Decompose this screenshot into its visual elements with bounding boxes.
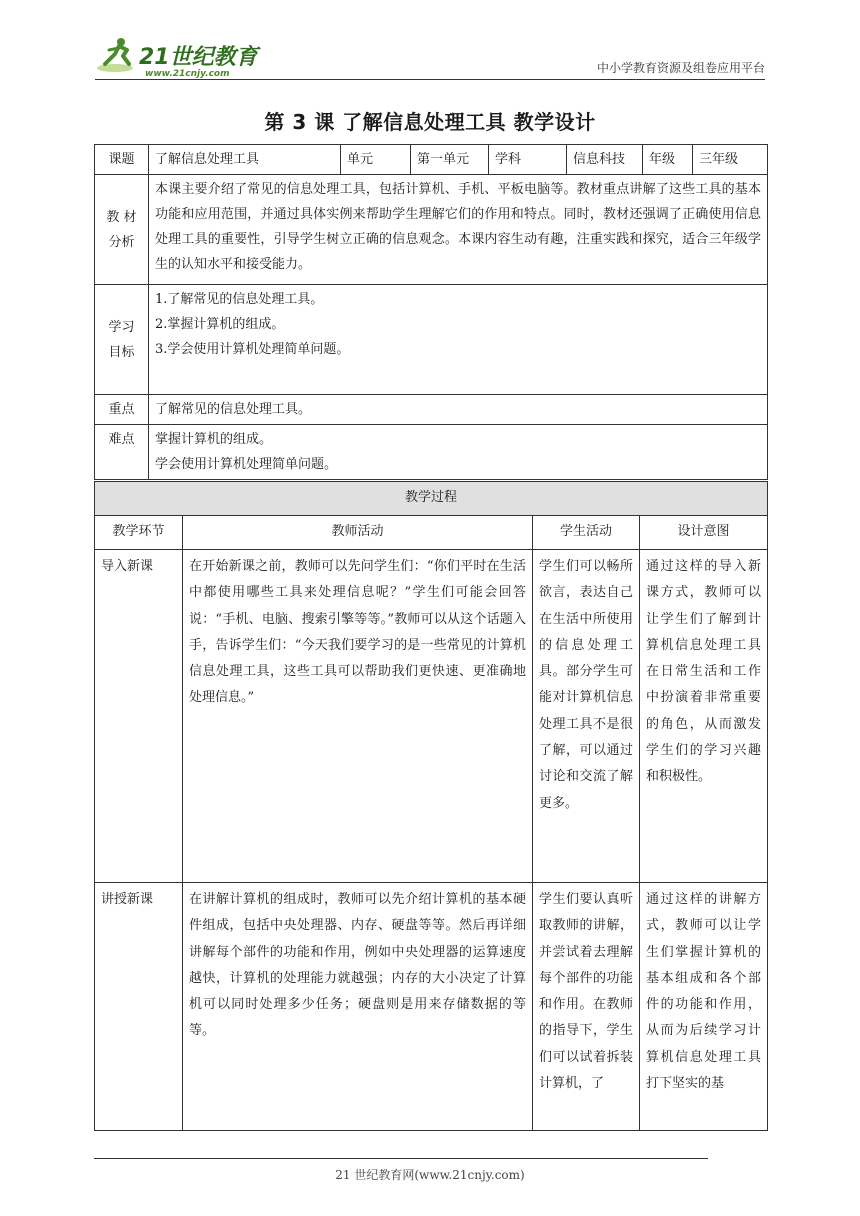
unit-value: 第一单元 [411,145,489,175]
document-title: 第 3 课 了解信息处理工具 教学设计 [264,110,596,134]
process-header-row [95,516,768,550]
stage-cell: 讲授新课 [95,883,183,1131]
goals-label [95,285,149,395]
analysis-text: 本课主要介绍了常见的信息处理工具，包括计算机、手机、平板电脑等。教材重点讲解了这些工具的基本功能和应用范围，并通过具体实例来帮助学生理解它们的作用和特点。同时，教材还强调了正确使用信息处理工具的重要性，引导学生树立正确的信息观念。本课内容生动有趣，注重实践和探究，适合三年级学生的认知水平和接受能力。 [149,175,768,285]
difficulty-item: 学会使用计算机处理简单问题。 [155,457,338,472]
subject-value: 信息科技 [567,145,643,175]
analysis-label-line-2: 分析 [108,234,135,250]
info-row-analysis [95,175,768,285]
design-intent-cell: 通过这样的导入新课方式，教师可以让学生们了解到计算机信息处理工具在日常生活和工作中扮演着非常重要的角色，从而激发学生们的学习兴趣和积极性。 [640,550,768,883]
student-activity-cell: 学生们可以畅所欲言，表达自己在生活中所使用的信息处理工具。部分学生可能对计算机信息处理工具不是很了解，可以通过讨论和交流了解更多。 [533,550,640,883]
difficulty-item: 掌握计算机的组成。 [155,432,273,447]
teacher-activity-cell: 在讲解计算机的组成时，教师可以先介绍计算机的基本硬件组成，包括中央处理器、内存、硬盘等等。然后再详细讲解每个部件的功能和作用，例如中央处理器的运算速度越快，计算机的处理能力就越强；内存的大小决定了计算机可以同时处理多少任务；硬盘则是用来存储数据的等等。 [183,883,533,1131]
logo-21cnjy [95,34,265,78]
header-divider [95,79,765,80]
topic-label: 课题 [95,145,149,175]
goal-item: 2.掌握计算机的组成。 [155,317,285,332]
table-row [95,550,768,883]
col-header-teacher: 教师活动 [183,516,533,550]
col-header-student: 学生活动 [533,516,640,550]
goals-list [149,285,768,395]
info-row-key [95,395,768,425]
col-header-intent: 设计意图 [640,516,768,550]
col-header-stage: 教学环节 [95,516,183,550]
subject-label: 学科 [489,145,567,175]
stage-cell: 导入新课 [95,550,183,883]
difficulty-list [149,425,768,480]
info-row-difficulty [95,425,768,480]
goal-item: 3.学会使用计算机处理简单问题。 [155,342,350,357]
grade-value: 三年级 [693,145,768,175]
topic-value: 了解信息处理工具 [149,145,341,175]
lesson-info-table [94,144,768,480]
key-label: 重点 [95,395,149,425]
difficulty-label: 难点 [95,425,149,480]
teaching-process-table [94,481,768,1131]
header-tagline: 中小学教育资源及组卷应用平台 [596,61,765,75]
analysis-label [95,175,149,285]
svg-text:www.21cnjy.com: www.21cnjy.com [145,69,230,78]
svg-text:21世纪教育: 21世纪教育 [139,45,258,70]
key-text: 了解常见的信息处理工具。 [149,395,768,425]
unit-label: 单元 [341,145,411,175]
goals-label-line-1: 学习 [108,319,135,335]
design-intent-cell: 通过这样的讲解方式，教师可以让学生们掌握计算机的基本组成和各个部件的功能和作用，从而为后续学习计算机信息处理工具打下坚实的基 [640,883,768,1131]
footer-divider [94,1158,708,1159]
table-row [95,883,768,1131]
teacher-activity-cell: 在开始新课之前，教师可以先问学生们：“你们平时在生活中都使用哪些工具来处理信息呢？”学生们可能会回答说：“手机、电脑、搜索引擎等等。”教师可以从这个话题入手，告诉学生们：“今天我们要学习的是一些常见的计算机信息处理工具，这些工具可以帮助我们更快速、更准确地处理信息。” [183,550,533,883]
info-row-topic [95,145,768,175]
analysis-label-line-1: 教 材 [106,209,137,225]
grade-label: 年级 [643,145,693,175]
info-row-goals [95,285,768,395]
process-title-row [95,482,768,516]
goal-item: 1.了解常见的信息处理工具。 [155,292,324,307]
student-activity-cell: 学生们要认真听取教师的讲解，并尝试着去理解每个部件的功能和作用。在教师的指导下，学生们可以试着拆装计算机，了 [533,883,640,1131]
page-header [95,30,765,80]
goals-label-line-2: 目标 [108,344,135,360]
page-footer: 21 世纪教育网(www.21cnjy.com) [335,1168,525,1182]
process-title: 教学过程 [95,482,768,516]
